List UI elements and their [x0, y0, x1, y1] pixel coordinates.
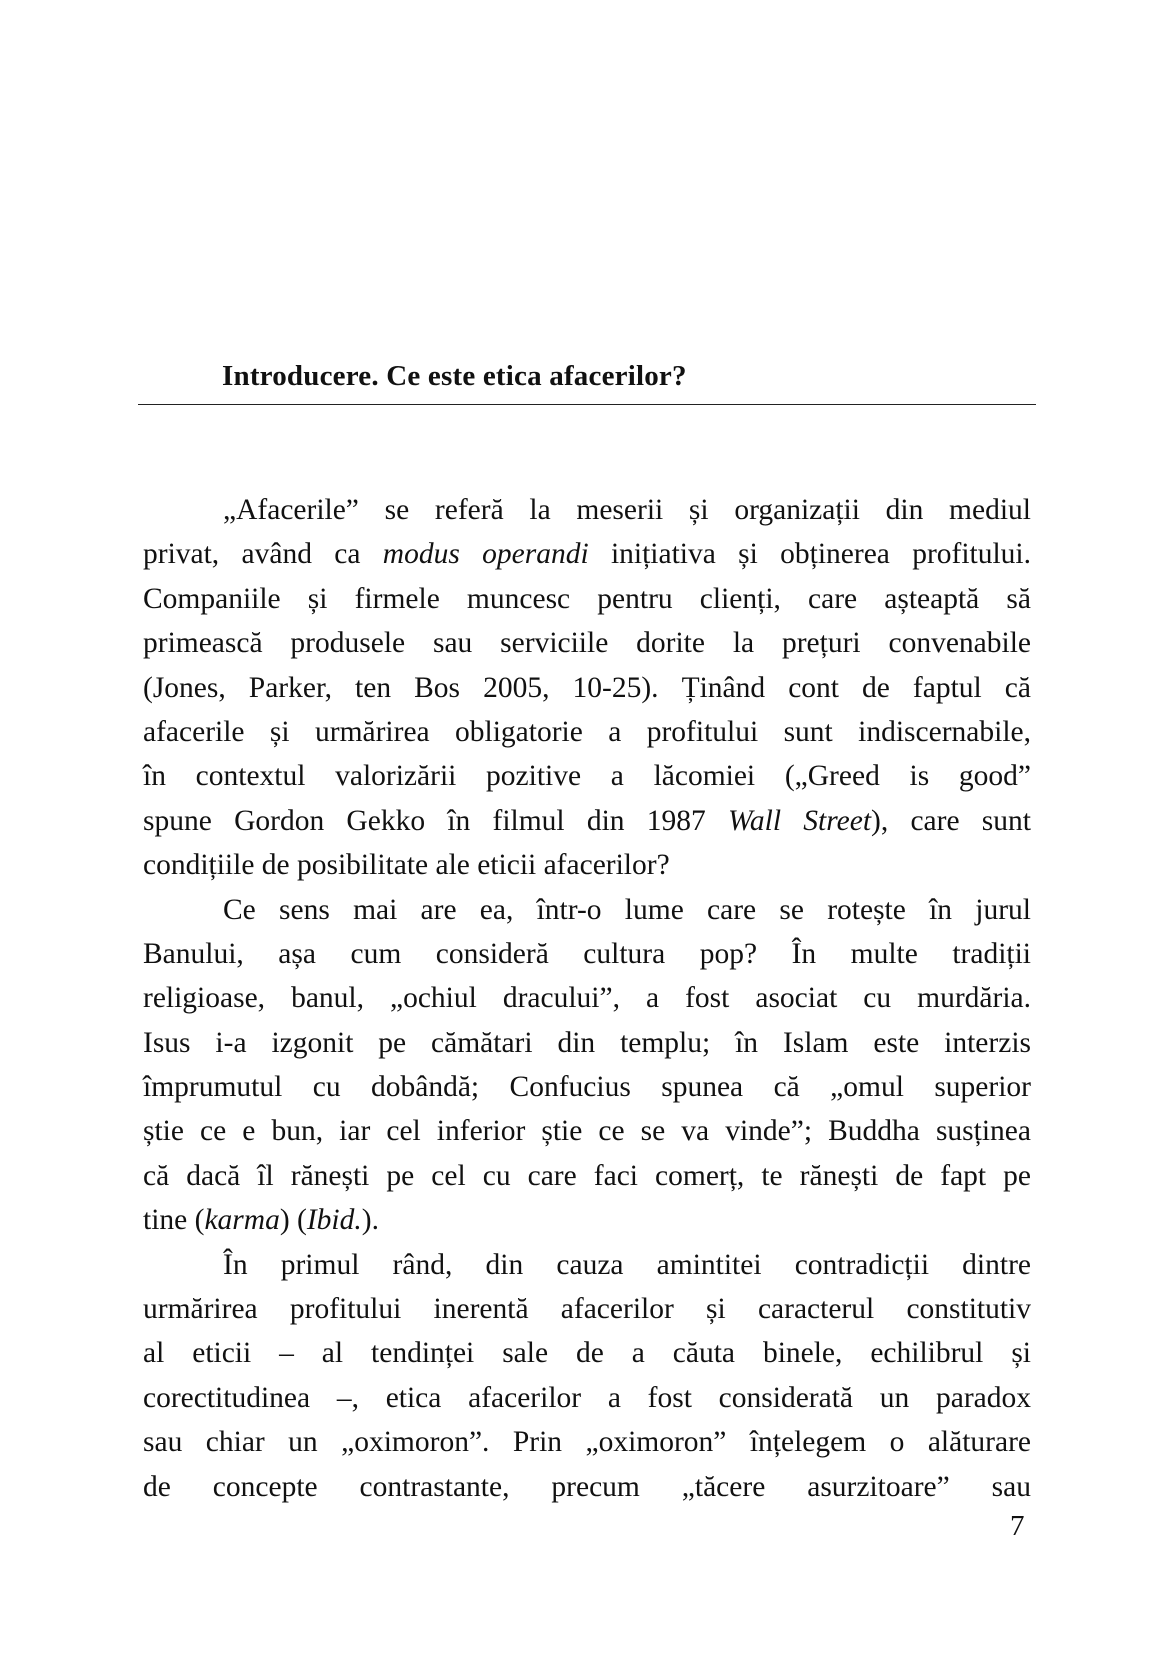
text-run: ) ( [279, 1204, 307, 1237]
text-line [143, 1021, 1031, 1065]
text-line [143, 843, 1031, 887]
italic-text: karma [204, 1204, 280, 1237]
text-run: Companiile și firmele muncesc pentru clienți, care așteaptă să [143, 582, 1031, 615]
text-run: Ce sens mai are ea, într-o lume care se rotește în jurul [223, 893, 1031, 926]
text-run: religioase, banul, „ochiul dracului”, a fost asociat cu murdăria. [143, 982, 1031, 1015]
text-line [143, 1376, 1031, 1420]
text-line [143, 976, 1031, 1020]
text-line [143, 1331, 1031, 1375]
text-run: în contextul valorizării pozitive a lăcomiei („Greed is good” [143, 760, 1031, 793]
text-line [143, 1109, 1031, 1153]
text-run: corectitudinea –, etica afacerilor a fost considerată un paradox [143, 1381, 1031, 1414]
text-run: Isus i-a izgonit pe cămătari din templu; în Islam este interzis [143, 1026, 1031, 1059]
text-line [143, 1420, 1031, 1464]
text-run: primească produsele sau serviciile dorite la prețuri convenabile [143, 627, 1031, 660]
text-line [143, 710, 1031, 754]
text-run: tine ( [143, 1204, 205, 1237]
text-run: ). [361, 1204, 379, 1237]
text-line [143, 799, 1031, 843]
text-run: Banului, așa cum consideră cultura pop? În multe tradiții [143, 937, 1031, 970]
text-run: „Afacerile” se referă la meserii și organizații din mediul [223, 494, 1031, 526]
heading-rule [138, 404, 1036, 405]
text-line [143, 1154, 1031, 1198]
chapter-heading: Introducere. Ce este etica afacerilor? [222, 360, 687, 392]
text-line [143, 488, 1031, 532]
text-line [143, 932, 1031, 976]
text-run: că dacă îl rănești pe cel cu care faci comerț, te rănești de fapt pe [143, 1159, 1031, 1192]
text-run: În primul rând, din cauza amintitei contradicții dintre [223, 1248, 1031, 1281]
text-line [143, 1465, 1031, 1509]
text-line [143, 577, 1031, 621]
italic-text: modus operandi [382, 538, 589, 571]
text-line [143, 1198, 1031, 1242]
body-text [143, 488, 1031, 1509]
text-run: inițiativa și obținerea profitului. [588, 538, 1031, 571]
text-line [143, 1065, 1031, 1109]
text-run: privat, având ca [143, 538, 383, 571]
text-run: știe ce e bun, iar cel inferior știe ce se va vinde”; Buddha susținea [143, 1115, 1031, 1148]
text-run: ), care sunt [871, 804, 1031, 837]
text-line [143, 532, 1031, 576]
text-line [143, 888, 1031, 932]
text-run: de concepte contrastante, precum „tăcere asurzitoare” sau [143, 1470, 1031, 1503]
page-number: 7 [1010, 1510, 1025, 1542]
text-line [143, 666, 1031, 710]
text-line [143, 621, 1031, 665]
text-run: condițiile de posibilitate ale eticii afacerilor? [143, 849, 670, 882]
text-run: sau chiar un „oximoron”. Prin „oximoron” înțelegem o alăturare [143, 1426, 1031, 1459]
text-run: afacerile și urmărirea obligatorie a profitului sunt indiscernabile, [143, 715, 1031, 748]
text-line [143, 754, 1031, 798]
text-run: spune Gordon Gekko în filmul din 1987 [143, 804, 729, 837]
italic-text: Wall Street [728, 804, 872, 837]
text-run: împrumutul cu dobândă; Confucius spunea că „omul superior [143, 1071, 1031, 1104]
text-run: urmărirea profitului inerentă afacerilor și caracterul constitutiv [143, 1293, 1031, 1326]
text-run: al eticii – al tendinței sale de a căuta binele, echilibrul și [143, 1337, 1031, 1370]
italic-text: Ibid. [306, 1204, 362, 1237]
text-line [143, 1243, 1031, 1287]
text-line [143, 1287, 1031, 1331]
text-run: (Jones, Parker, ten Bos 2005, 10-25). Ținând cont de faptul că [143, 671, 1031, 704]
